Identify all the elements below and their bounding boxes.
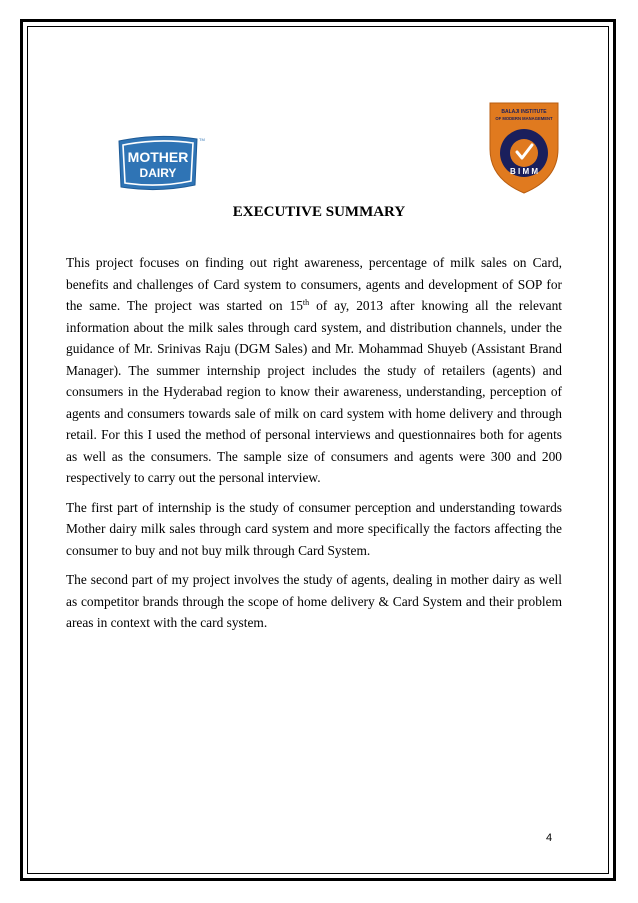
paragraph-1	[66, 252, 562, 489]
mother-dairy-line1: MOTHER	[127, 149, 189, 165]
paragraph-2: The first part of internship is the study of consumer perception and understanding towards Mother dairy milk sales through card system and more specifically the factors affecting the consumer to buy and not buy milk through Card System.	[66, 499, 562, 558]
summary-body	[66, 252, 562, 642]
bimm-letters: B I M M	[510, 167, 538, 176]
bimm-logo	[486, 101, 562, 195]
paragraph-1-part-a: This project focuses on finding out right awareness, percentage of milk sales on Card, benefits and challenges of Card system to consumers, agents and development of SOP for the same. The project was started on 15	[66, 255, 562, 313]
mother-dairy-line2: DAIRY	[139, 166, 177, 180]
page-number: 4	[546, 832, 553, 844]
bimm-arc-text-1: BALAJI INSTITUTE	[501, 109, 547, 115]
mother-dairy-logo	[113, 133, 203, 193]
mother-dairy-tm: TM	[199, 137, 205, 142]
page-title: EXECUTIVE SUMMARY	[232, 204, 406, 220]
paragraph-3: The second part of my project involves the study of agents, dealing in mother dairy as well as competitor brands through the scope of home delivery & Card System and their problem areas in context with the card system.	[66, 572, 562, 630]
ordinal-suffix: th	[302, 298, 310, 307]
paragraph-1-part-b: of ay, 2013 after knowing all the relevant information about the milk sales through card system, and distribution channels, under the guidance of Mr. Srinivas Raju (DGM Sales) and Mr. Mohammad Shuyeb (Assistant Brand Manager). The summer internship project includes the study of retailers (agents) and consumers in the Hyderabad region to know their awareness, understanding, perception of agents and consumers towards sale of milk on card system with home delivery and through retail. For this I used the method of personal interviews and questionnaires both for agents as well as the consumers. The sample size of consumers and agents were 300 and 200 respectively to carry out the personal interview.	[66, 298, 562, 485]
bimm-arc-text-2: OF MODERN MANAGEMENT	[495, 116, 553, 121]
